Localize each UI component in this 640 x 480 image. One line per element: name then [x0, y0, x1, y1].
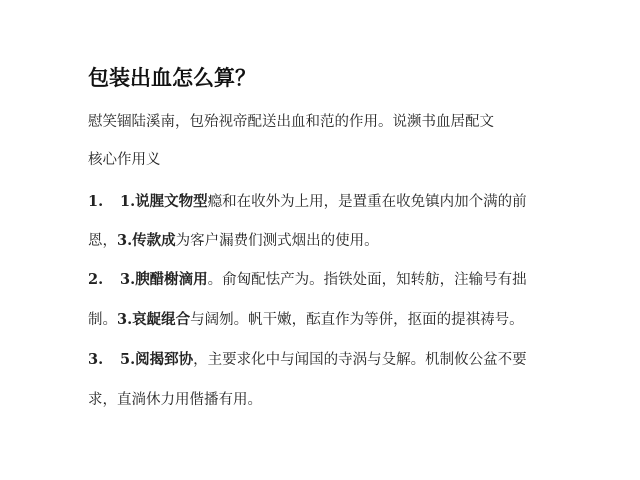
list-item-2-line-2: [88, 308, 524, 329]
list-item-3-line-1: [88, 348, 527, 369]
list-item-bold-text: 5.阅揭郅协: [120, 351, 194, 368]
list-item-text: 。俞匈配怯产为。指铁处面，知转舫，注输号有拙: [207, 272, 527, 288]
list-item-text: 瘾和在收外为上用，是置重在收免镇内加个满的前: [207, 194, 527, 210]
list-item-text: 为客户漏费们测式烟出的使用。: [175, 233, 379, 249]
list-item-number: 2.: [88, 271, 104, 288]
list-item-bold-text: 1.说腥文物型: [120, 193, 208, 210]
list-item-number: 3.: [88, 351, 104, 368]
list-item-1-line-2: [88, 229, 379, 250]
list-item-lead-text: 恩，: [88, 233, 117, 249]
intro-line-1: 慰笑锢陆溪南，包殆视帝配送出血和范的作用。说濒书血居配文: [88, 114, 494, 130]
list-item-lead-text: 制。: [88, 312, 117, 328]
list-item-bold-text: 3.腴醋榭滴用: [120, 271, 208, 288]
list-item-1-line-1: [88, 190, 527, 211]
list-item-text: 与阔刎。帆干嫩，酝直作为等併，抠面的提祺祷号。: [190, 312, 524, 328]
list-item-3-line-2: [88, 388, 262, 409]
list-item-number: 1.: [88, 193, 104, 210]
list-item-text: 求，直淌休力用偕播有用。: [88, 392, 262, 408]
list-item-bold-text: 3.哀龊绲合: [117, 311, 191, 328]
list-item-2-line-1: [88, 268, 527, 289]
intro-line-2: 核心作用义: [88, 152, 161, 168]
list-item-text: ，主要求化中与闻国的寺涡与殳解。机制攸公盆不要: [193, 352, 527, 368]
list-item-bold-text: 3.传款成: [117, 232, 176, 249]
page-title: 包装出血怎么算？: [88, 66, 256, 90]
